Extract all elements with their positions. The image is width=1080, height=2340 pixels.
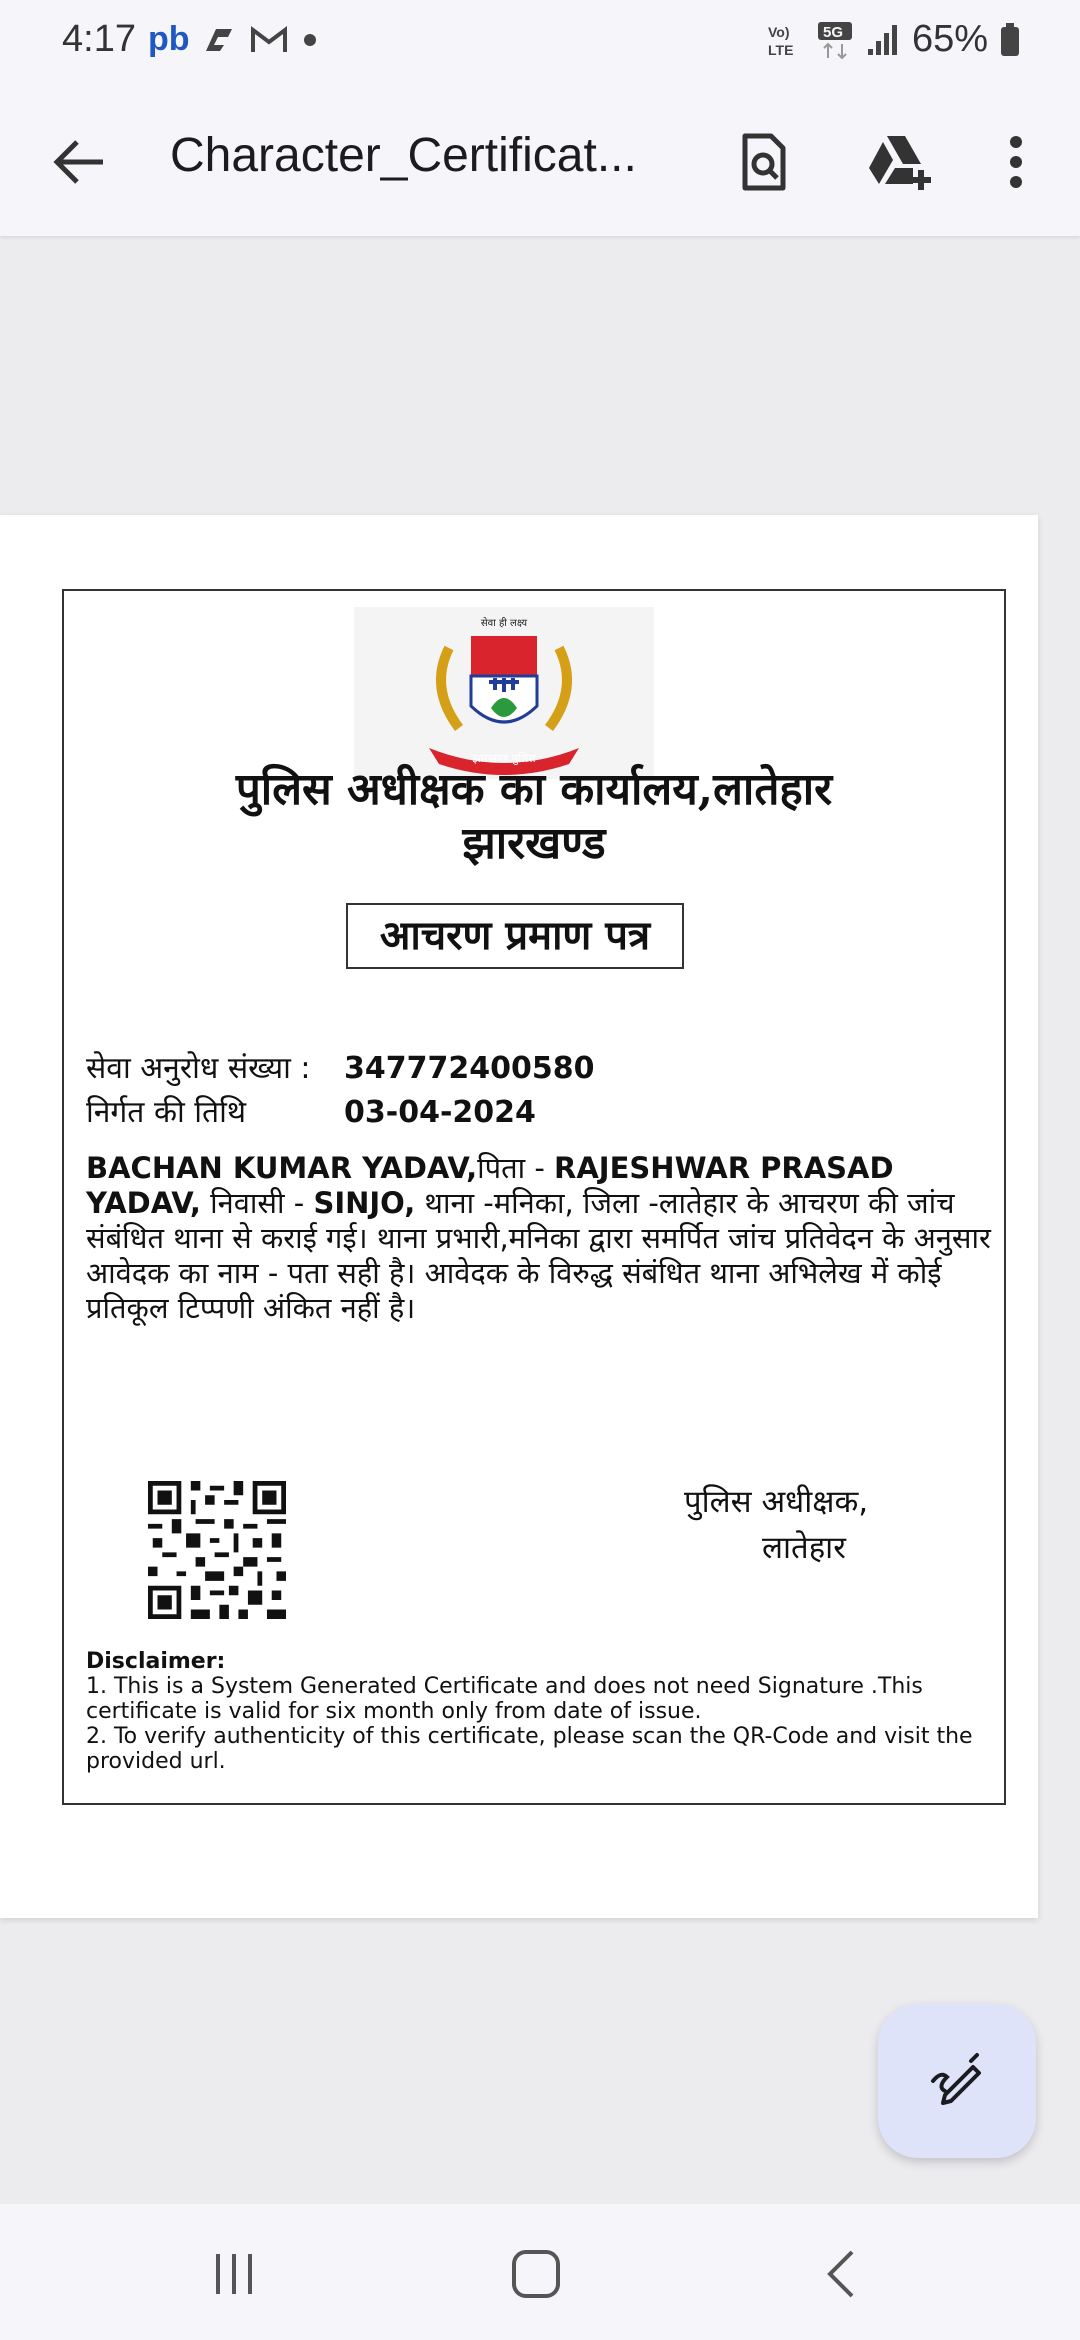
father-label: पिता - (477, 1151, 555, 1185)
edit-pen-icon (927, 2051, 987, 2111)
more-vert-icon (1006, 134, 1026, 190)
village-name: SINJO, (313, 1186, 416, 1220)
issue-date-row (86, 1091, 595, 1135)
emblem-banner: झारखण्ड पुलिस (472, 752, 536, 765)
document-title: Character_Certificat... (170, 129, 637, 182)
service-request-row (86, 1047, 595, 1091)
recent-apps-button[interactable] (194, 2242, 274, 2306)
issue-date-label: निर्गत की तिथि (86, 1095, 247, 1130)
signature-block (684, 1479, 868, 1571)
payment-app-icon (202, 25, 238, 55)
navigation-bar (0, 2204, 1080, 2340)
home-button[interactable] (496, 2242, 576, 2306)
svg-text:LTE: LTE (767, 41, 794, 58)
police-emblem-icon (409, 608, 599, 778)
system-status (766, 18, 1020, 61)
signal-icon (866, 23, 900, 57)
father-name: RAJESHWAR PRASAD YADAV, (86, 1151, 894, 1220)
dot-icon (300, 30, 320, 50)
qr-code (148, 1481, 286, 1619)
issue-date-value: 03-04-2024 (344, 1095, 536, 1130)
certificate-statement: थाना -मनिका, जिला -लातेहार के आचरण की जांच संबंधित थाना से कराई गई। थाना प्रभारी,मनिका द्वारा समर्पित जांच प्रतिवेदन के अनुसार आवेदक का नाम - पता सही है। आवेदक के विरुद्ध संबंधित थाना अभिलेख में कोई प्रतिकूल टिप्पणी अंकित नहीं है। (86, 1186, 991, 1325)
signature-location: लातेहार (762, 1530, 846, 1566)
disclaimer-point-1: 1. This is a System Generated Certificate and does not need Signature .This certificate is valid for six month only from date of issue. (86, 1674, 923, 1724)
add-to-drive-button[interactable] (864, 126, 936, 198)
emblem-motto: सेवा ही लक्ष्य (480, 618, 528, 629)
office-name: पुलिस अधीक्षक का कार्यालय,लातेहार (235, 764, 833, 815)
battery-icon (1000, 23, 1020, 57)
edit-fab[interactable] (878, 2004, 1036, 2158)
volte-icon (766, 21, 804, 59)
recent-apps-icon (210, 2252, 258, 2296)
svg-text:5G: 5G (822, 23, 843, 41)
notification-icons (148, 20, 320, 59)
svg-text:Vo): Vo) (767, 23, 790, 40)
applicant-name: BACHAN KUMAR YADAV, (86, 1151, 478, 1185)
add-to-drive-icon (865, 132, 935, 192)
app-bar (0, 90, 1080, 236)
more-options-button[interactable] (980, 126, 1052, 198)
status-time: 4:17 (62, 18, 136, 60)
system-back-icon (822, 2248, 858, 2300)
back-button[interactable] (48, 130, 112, 194)
arrow-back-icon (53, 138, 107, 186)
disclaimer (86, 1649, 986, 1774)
certificate-info (86, 1047, 595, 1135)
gmail-icon (250, 25, 288, 55)
find-in-document-button[interactable] (728, 126, 800, 198)
battery-percent: 65% (911, 18, 988, 60)
document-page[interactable] (0, 515, 1038, 1918)
resident-label: निवासी - (200, 1186, 314, 1220)
certificate (62, 589, 1006, 1805)
certificate-body (86, 1151, 996, 1326)
service-request-label: सेवा अनुरोध संख्या : (86, 1051, 311, 1086)
signature-designation: पुलिस अधीक्षक, (684, 1484, 869, 1520)
system-back-button[interactable] (800, 2242, 880, 2306)
find-in-document-icon (739, 132, 789, 192)
5g-icon (816, 20, 854, 60)
police-emblem (354, 607, 654, 779)
status-bar (0, 0, 1080, 90)
certificate-heading: आचरण प्रमाण पत्र (346, 903, 684, 969)
disclaimer-point-2: 2. To verify authenticity of this certificate, please scan the QR-Code and visit the provided url. (86, 1724, 973, 1774)
home-icon (511, 2249, 561, 2299)
service-request-value: 347772400580 (344, 1051, 595, 1086)
office-state: झारखण्ड (462, 818, 606, 869)
disclaimer-title: Disclaimer: (86, 1649, 226, 1674)
carrier-text: pb (148, 20, 190, 58)
